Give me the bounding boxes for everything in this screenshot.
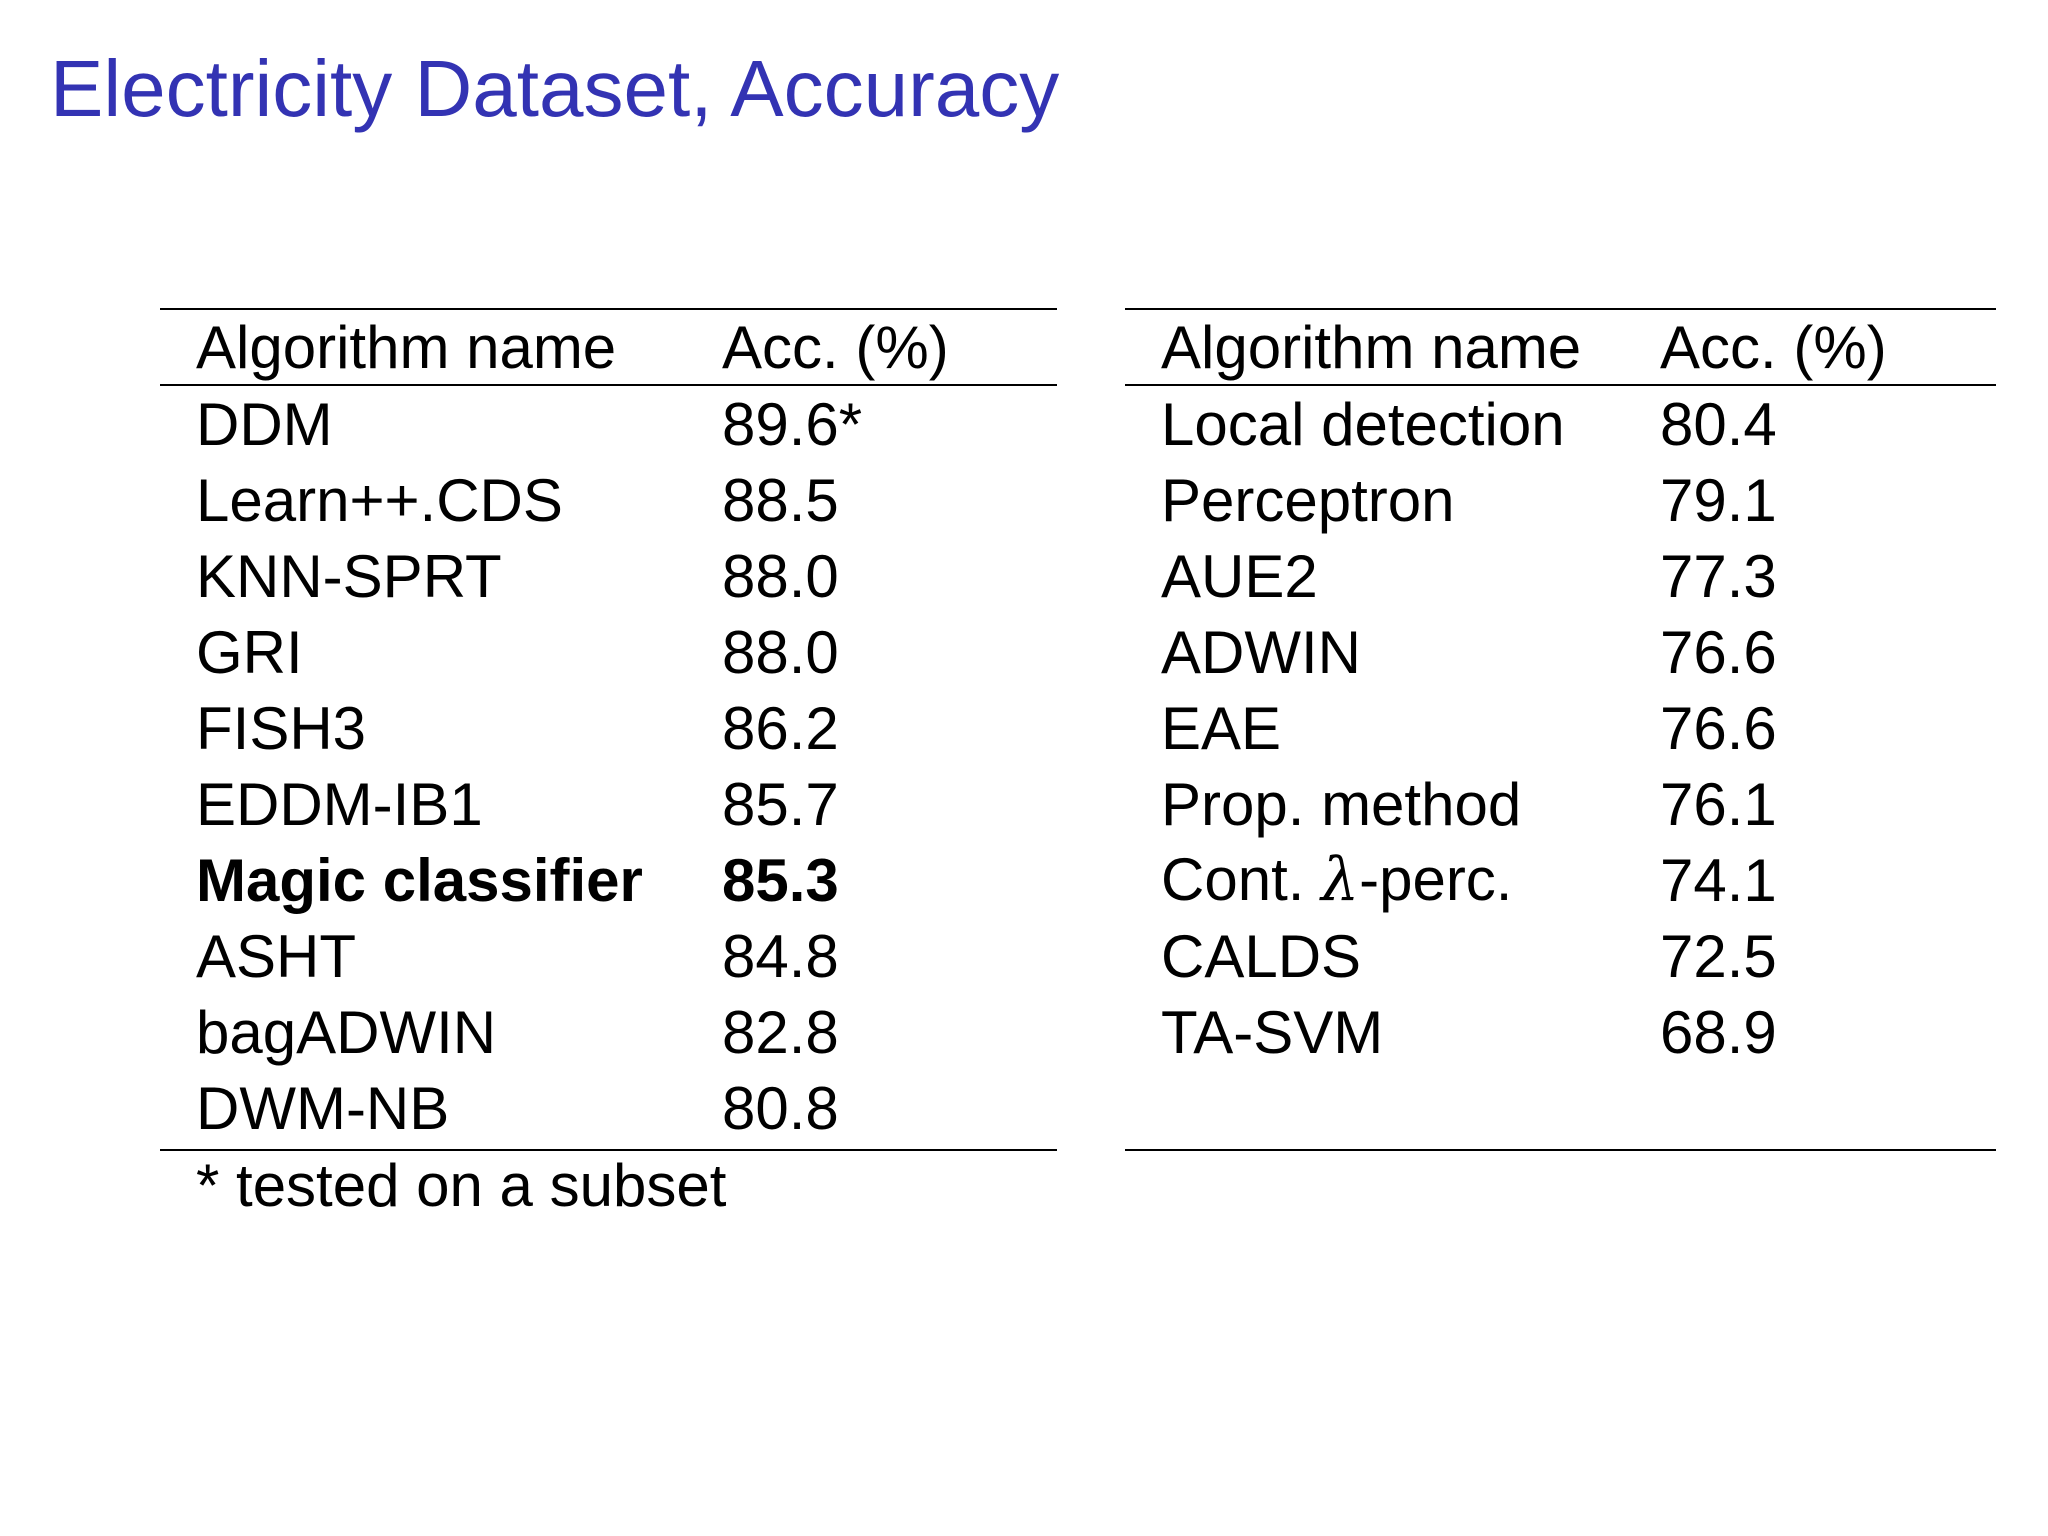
table-row <box>160 538 1057 614</box>
lambda-symbol: λ <box>1321 845 1360 915</box>
right-results-table <box>1125 308 1996 1151</box>
accuracy-value: 85.7 <box>722 770 839 838</box>
table-row <box>160 614 1057 690</box>
algorithm-name: DWM-NB <box>196 1074 450 1142</box>
accuracy-value: 68.9 <box>1660 998 1777 1066</box>
algorithm-name: AUE2 <box>1161 542 1318 610</box>
accuracy-value: 82.8 <box>722 998 839 1066</box>
table-row <box>1125 462 1996 538</box>
algorithm-name: Prop. method <box>1161 770 1522 838</box>
table-row <box>1125 538 1996 614</box>
table-row <box>1125 690 1996 766</box>
algorithm-name-prefix: Cont. <box>1161 846 1322 913</box>
table-footnote: * tested on a subset <box>196 1152 727 1219</box>
algorithm-name: Magic classifier <box>196 846 643 914</box>
accuracy-value: 74.1 <box>1660 846 1777 914</box>
accuracy-value: 84.8 <box>722 922 839 990</box>
accuracy-value: 72.5 <box>1660 922 1777 990</box>
accuracy-value: 86.2 <box>722 694 839 762</box>
accuracy-value: 79.1 <box>1660 466 1777 534</box>
header-algorithm-name: Algorithm name <box>196 313 617 381</box>
accuracy-value: 80.4 <box>1660 390 1777 458</box>
header-accuracy: Acc. (%) <box>722 313 949 381</box>
table-body <box>1125 386 1996 1149</box>
algorithm-name: EAE <box>1161 694 1282 762</box>
algorithm-name-suffix: -perc. <box>1359 846 1513 913</box>
header-accuracy: Acc. (%) <box>1660 313 1887 381</box>
accuracy-value: 76.6 <box>1660 618 1777 686</box>
algorithm-name: KNN-SPRT <box>196 542 502 610</box>
algorithm-name: Perceptron <box>1161 466 1455 534</box>
table-row <box>160 918 1057 994</box>
accuracy-value: 89.6* <box>722 390 863 458</box>
accuracy-value: 85.3 <box>722 846 839 914</box>
algorithm-name: GRI <box>196 618 303 686</box>
table-row <box>160 386 1057 462</box>
table-row <box>160 462 1057 538</box>
table-row <box>160 1070 1057 1146</box>
table-row <box>160 690 1057 766</box>
table-row <box>160 766 1057 842</box>
left-results-table <box>160 308 1057 1221</box>
algorithm-name: bagADWIN <box>196 998 497 1066</box>
algorithm-name: DDM <box>196 390 333 458</box>
table-row <box>1125 766 1996 842</box>
accuracy-value: 80.8 <box>722 1074 839 1142</box>
accuracy-value: 76.1 <box>1660 770 1777 838</box>
table-row <box>1125 994 1996 1070</box>
algorithm-name <box>1125 845 1660 915</box>
accuracy-value: 76.6 <box>1660 694 1777 762</box>
header-row <box>1125 310 1996 384</box>
algorithm-name: Local detection <box>1161 390 1565 458</box>
accuracy-value: 88.0 <box>722 542 839 610</box>
table-body <box>160 386 1057 1149</box>
algorithm-name: TA-SVM <box>1161 998 1384 1066</box>
algorithm-name: FISH3 <box>196 694 367 762</box>
algorithm-name: ASHT <box>196 922 357 990</box>
accuracy-value: 88.0 <box>722 618 839 686</box>
algorithm-name: Learn++.CDS <box>196 466 563 534</box>
algorithm-name: CALDS <box>1161 922 1362 990</box>
table-row <box>1125 842 1996 918</box>
accuracy-value: 88.5 <box>722 466 839 534</box>
table-row <box>1125 614 1996 690</box>
accuracy-value: 77.3 <box>1660 542 1777 610</box>
table-row <box>1125 386 1996 462</box>
slide-title: Electricity Dataset, Accuracy <box>50 44 1060 133</box>
bottom-rule <box>1125 1149 1996 1151</box>
table-row <box>1125 918 1996 994</box>
header-algorithm-name: Algorithm name <box>1161 313 1582 381</box>
algorithm-name: EDDM-IB1 <box>196 770 483 838</box>
highlighted-table-row <box>160 842 1057 918</box>
header-row <box>160 310 1057 384</box>
algorithm-name: ADWIN <box>1161 618 1361 686</box>
table-row <box>160 994 1057 1070</box>
